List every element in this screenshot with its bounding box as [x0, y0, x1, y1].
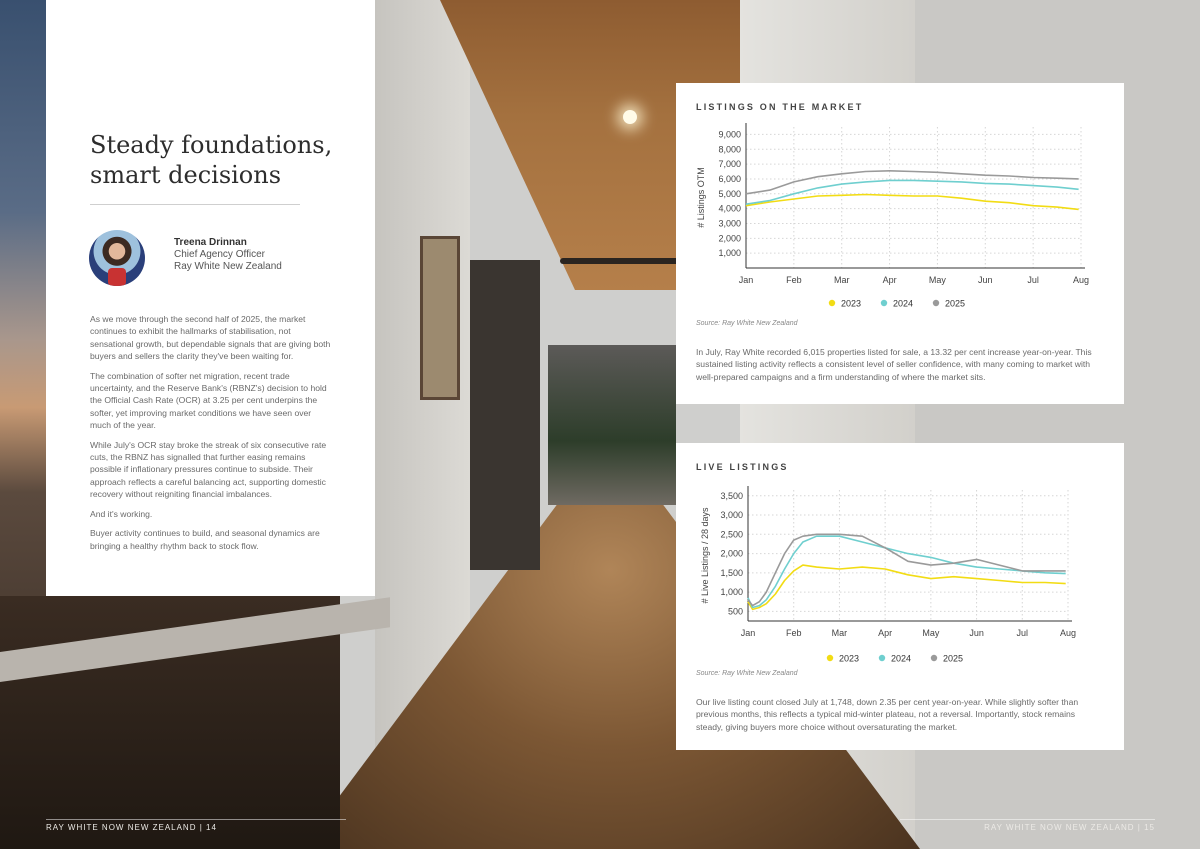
legend-marker-2023	[827, 655, 833, 661]
chart-title: LISTINGS ON THE MARKET	[696, 102, 864, 112]
x-tick-label: Jan	[738, 275, 754, 285]
footer-left: RAY WHITE NOW NEW ZEALAND | 14	[46, 823, 217, 832]
y-tick-label: 2,000	[718, 233, 741, 244]
footer-rule-left	[46, 819, 346, 820]
ceiling-light	[623, 110, 637, 124]
legend-label-2024: 2024	[891, 653, 912, 664]
footer-right: RAY WHITE NOW NEW ZEALAND | 15	[984, 823, 1155, 832]
legend-marker-2025	[933, 300, 939, 306]
chart-title: LIVE LISTINGS	[696, 462, 789, 472]
y-tick-label: 1,000	[718, 248, 741, 259]
chart-source: Source: Ray White New Zealand	[696, 320, 798, 327]
y-tick-label: 5,000	[718, 188, 741, 199]
legend-label-2025: 2025	[943, 653, 964, 664]
ceiling-fan	[560, 258, 680, 264]
author-org: Ray White New Zealand	[174, 261, 282, 272]
x-tick-label: Apr	[878, 628, 893, 638]
legend-marker-2025	[931, 655, 937, 661]
y-tick-label: 4,000	[718, 203, 741, 214]
y-tick-label: 9,000	[718, 129, 741, 140]
y-tick-label: 500	[727, 606, 743, 617]
end-doorway	[548, 345, 676, 505]
title-line-2: smart decisions	[90, 161, 282, 189]
legend-marker-2024	[879, 655, 885, 661]
x-tick-label: Jan	[740, 628, 756, 638]
article-body	[90, 313, 334, 559]
x-tick-label: Aug	[1072, 275, 1090, 285]
x-tick-label: Feb	[786, 275, 802, 285]
y-axis-label: # Live Listings / 28 days	[700, 507, 710, 604]
chart-source: Source: Ray White New Zealand	[696, 670, 798, 677]
x-tick-label: Jun	[978, 275, 993, 285]
y-tick-label: 1,000	[720, 587, 743, 598]
x-tick-label: Apr	[882, 275, 897, 285]
footer-rule-right	[900, 819, 1155, 820]
paragraph: And it's working.	[90, 508, 153, 519]
y-tick-label: 3,500	[720, 490, 743, 501]
series-line-2023	[746, 195, 1079, 210]
article-title	[90, 130, 350, 190]
series-line-2024	[746, 180, 1079, 204]
x-tick-label: Aug	[1059, 628, 1077, 638]
y-tick-label: 3,000	[718, 218, 741, 229]
x-tick-label: Jul	[1016, 628, 1029, 638]
article-panel	[46, 0, 375, 596]
listings-on-market-chart	[676, 83, 1124, 333]
title-divider	[90, 204, 300, 205]
legend-marker-2024	[881, 300, 887, 306]
paragraph: Buyer activity continues to build, and seasonal dynamics are bringing a healthy rhythm back to stock flow.	[90, 528, 320, 551]
series-line-2024	[748, 536, 1066, 607]
chart-description: In July, Ray White recorded 6,015 properties listed for sale, a 13.32 per cent increase year-on-year. This sustained listing activity reflects a consistent level of seller confidence, with many coming to market with well-prepared campaigns and a firm understanding of where the market sits.	[696, 347, 1092, 382]
y-tick-label: 3,000	[720, 510, 743, 521]
x-tick-label: Feb	[785, 628, 802, 638]
paragraph: As we move through the second half of 2025, the market continues to exhibit the hallmarks of stabilisation, not sensational growth, but dependable signals that are giving both buyers and sellers the clarity they've been waiting for.	[90, 314, 331, 362]
legend-label-2023: 2023	[839, 653, 860, 664]
live-listings-card	[676, 443, 1124, 750]
legend-marker-2023	[829, 300, 835, 306]
wall-artwork	[420, 236, 460, 400]
y-tick-label: 8,000	[718, 144, 741, 155]
y-tick-label: 1,500	[720, 567, 743, 578]
author-role: Chief Agency Officer	[174, 249, 265, 260]
author-block	[174, 237, 282, 273]
x-tick-label: Jun	[969, 628, 984, 638]
x-tick-label: May	[922, 628, 940, 638]
legend-label-2023: 2023	[841, 298, 862, 309]
y-tick-label: 7,000	[718, 159, 741, 170]
x-tick-label: Mar	[833, 275, 850, 285]
author-avatar	[89, 230, 145, 286]
legend-label-2024: 2024	[893, 298, 914, 309]
sliding-door	[470, 260, 540, 570]
x-tick-label: Jul	[1027, 275, 1039, 285]
listings-on-market-card	[676, 83, 1124, 404]
y-tick-label: 2,000	[720, 548, 743, 559]
chart-description: Our live listing count closed July at 1,748, down 2.35 per cent year-on-year. While slightly softer than previous months, this reflects a typical mid-winter plateau, not a reversal. Importantly, stock remains steady, giving buyers more choice without oversaturating the market.	[696, 697, 1079, 732]
paragraph: The combination of softer net migration, recent trade uncertainty, and the Reserve Bank's (RBNZ's) decision to hold the Official Cash Rate (OCR) at 3.25 per cent underpins the softer, yet improving market conditions we have seen over much of the year.	[90, 370, 327, 431]
title-line-1: Steady foundations,	[90, 131, 333, 159]
paragraph: While July's OCR stay broke the streak of six consecutive rate cuts, the RBNZ has signalled that further easing remains possible if inflationary pressures continue to subside. Their approach reflects a careful balancing act, supporting domestic recovery without reigniting financial imbalances.	[90, 439, 327, 500]
legend-label-2025: 2025	[945, 298, 966, 309]
series-line-2023	[748, 565, 1066, 609]
series-line-2025	[746, 171, 1079, 194]
author-name: Treena Drinnan	[174, 237, 247, 248]
y-axis-label: # Listings OTM	[696, 167, 706, 228]
y-tick-label: 6,000	[718, 173, 741, 184]
live-listings-chart	[676, 443, 1124, 683]
y-tick-label: 2,500	[720, 529, 743, 540]
x-tick-label: May	[928, 275, 946, 285]
x-tick-label: Mar	[831, 628, 848, 638]
